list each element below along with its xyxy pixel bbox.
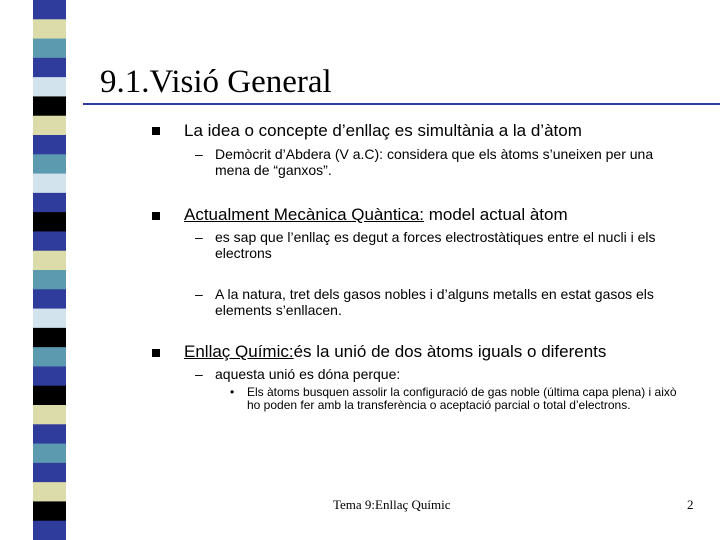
stripe-block [33,116,66,136]
stripe-block [33,135,66,155]
bullet-square-icon [152,127,160,135]
sub-item-text: aquesta unió es dóna perque: [215,366,401,382]
stripe-block [33,463,66,483]
page-number: 2 [687,497,694,512]
stripe-block [33,154,66,174]
stripe-block [33,0,66,20]
stripe-block [33,386,66,406]
stripe-block [33,58,66,78]
stripe-block [33,77,66,97]
dash-marker: – [195,146,203,162]
stripe-block [33,444,66,464]
bullet-3-text [184,342,606,362]
sub-item-text: Demòcrit d’Abdera (V a.C): considera que els àtoms s’uneixen per una mena de “ganxos”. [215,146,654,178]
bullet-2-rest: model actual àtom [424,205,568,224]
dash-marker: – [195,286,203,302]
bullet-2-text [184,205,568,225]
stripe-block [33,309,66,329]
stripe-block [33,270,66,290]
stripe-block [33,251,66,271]
stripe-block [33,366,66,386]
title-underline-rule [83,103,720,105]
stripe-block [33,96,66,116]
bullet-square-icon [152,212,160,220]
stripe-block [33,482,66,502]
stripe-block [33,212,66,232]
sub-item-text: es sap que l’enllaç es degut a forces electrostàtiques entre el nucli i els electrons [215,229,656,261]
stripe-block [33,193,66,213]
sub-item-text: A la natura, tret dels gasos nobles i d’alguns metalls en estat gasos els elements s’enllacen. [215,286,654,318]
stripe-block [33,328,66,348]
bullet-3-rest: és la unió de dos àtoms iguals o diferents [293,342,607,361]
dash-marker: – [195,229,203,245]
stripe-block [33,405,66,425]
stripe-block [33,174,66,194]
stripe-block [33,424,66,444]
slide-title: 9.1.Visió General [100,64,332,100]
stripe-block [33,347,66,367]
stripe-block [33,521,66,540]
dot-marker: • [230,385,235,399]
stripe-block [33,289,66,309]
bullet-1-text: La idea o concepte d’enllaç es simultània a la d’àtom [184,121,582,140]
footer-text: Tema 9:Enllaç Químic [333,497,451,512]
stripe-block [33,19,66,39]
stripe-block [33,231,66,251]
sub-point-text: Els àtoms busquen assolir la configuració de gas noble (última capa plena) i això ho poden fer amb la transferència o aceptació parcial o total d’electrons. [247,385,677,412]
bullet-2-underlined-term: Actualment Mecànica Quàntica: [184,205,425,224]
stripe-block [33,501,66,521]
stripe-block [33,39,66,59]
bullet-square-icon [152,349,160,357]
dash-marker: – [195,366,203,382]
bullet-3-underlined-term: Enllaç Químic: [184,342,294,361]
